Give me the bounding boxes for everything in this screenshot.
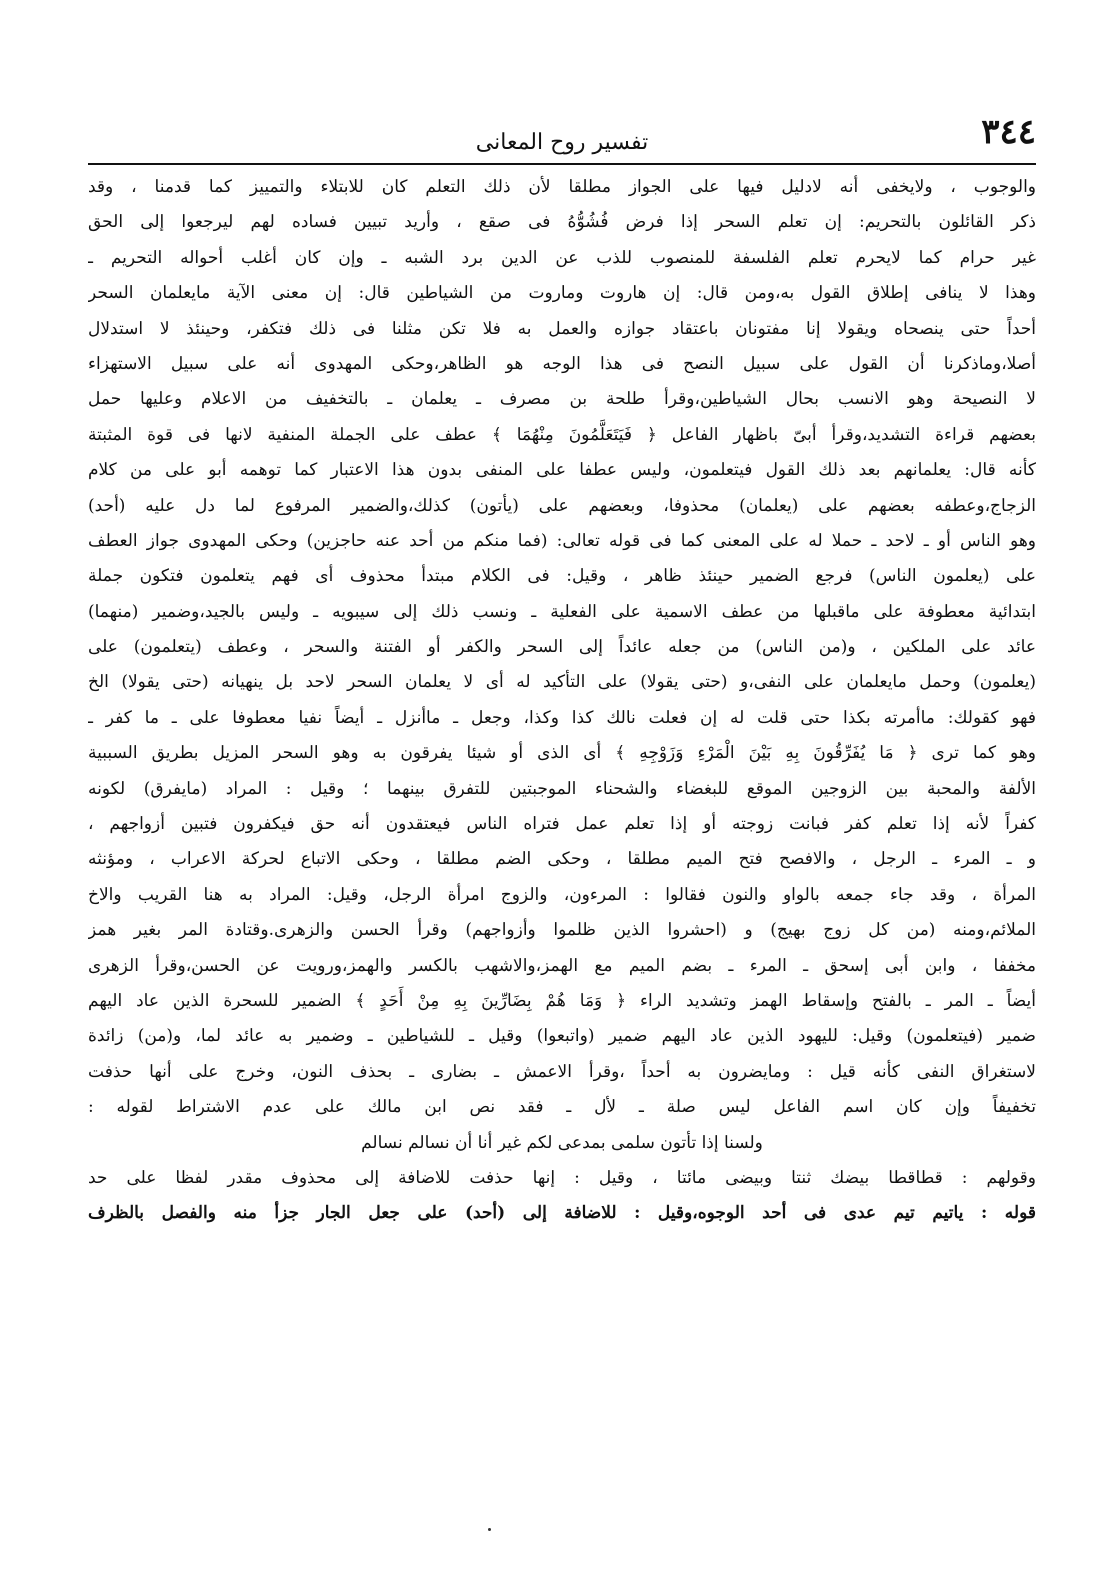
text-line: ذكر القائلون بالتحريم: إن تعلم السحر إذا فرض فُشُوُّهُ فى صقع ، وأريد تبيين فساده لهم ليرجعوا إلى الحق — [88, 212, 1036, 233]
running-title: تفسير روح المعانى — [475, 130, 649, 155]
text-line: ابتدائية معطوفة على ماقبلها من عطف الاسمية على الفعلية ـ ونسب ذلك إلى سيبويه ـ وليس بالجيد،وضمير (منهما) — [88, 601, 1036, 622]
poetry-verse: ولسنا إذا تأتون سلمى بمدعى لكم غير أنا أن نسالم نسالم — [361, 1132, 763, 1153]
text-line: لاستغراق النفى كأنه قيل : ومايضرون به أحداً ،وقرأ الاعمش ـ بضارى ـ بحذف النون، وخرج على أنها حذفت — [88, 1061, 1036, 1082]
document-page — [88, 108, 1036, 1232]
text-line: على (يعلمون الناس) فرجع الضمير حينئذ ظاهر ، وقيل: فى الكلام مبتدأ محذوف أى فهم يتعلمون فتكون جملة — [88, 566, 1036, 587]
text-line: تخفيفاً وإن كان اسم الفاعل ليس صلة ـ لأل ـ فقد نص ابن مالك على عدم الاشتراط لقوله : — [88, 1097, 1036, 1118]
text-line: الزجاج،وعطفه بعضهم على (يعلمان) محذوفا، وبعضهم على (يأتون) كذلك،والضمير المرفوع لما دل عليه (أحد) — [88, 495, 1036, 516]
text-line: غير حرام كما لايحرم تعلم الفلسفة للمنصوب للذب عن الدين برد الشبه ـ وإن كان أغلب أحواله التحريم ـ — [88, 247, 1036, 268]
text-line: والوجوب ، ولايخفى أنه لادليل فيها على الجواز مطلقا لأن ذلك التعلم كان للابتلاء والتمييز كما قدمنا ، وقد — [88, 177, 1036, 197]
text-line: أصلا،وماذكرنا أن القول على سبيل النصح فى هذا الوجه هو الظاهر،وحكى المهدوى أنه على سبيل الاستهزاء — [88, 353, 1036, 374]
text-line: ضمير (فيتعلمون) وقيل: لليهود الذين عاد اليهم ضمير (واتبعوا) وقيل ـ للشياطين ـ وضمير به عائد لما، و(من) زائدة — [88, 1026, 1036, 1047]
text-line: وقولهم : قطاقطا بيضك ثنتا وبيضى مائتا ، وقيل : إنها حذفت للاضافة إلى محذوف مقدر لفظا على حد — [88, 1167, 1036, 1188]
text-line: وهو كما ترى ﴿ مَا يُفَرِّقُونَ بِهِ بَيْنَ الْمَرْءِ وَزَوْجِهِ ﴾ أى الذى أو شيئا يفرقون به وهو السحر المزيل بطريق السببية — [88, 743, 1036, 764]
text-line: المرأة ، وقد جاء جمعه بالواو والنون فقالوا : المرءون، والزوج امرأة الرجل، وقيل: المراد به هنا القريب والاخ — [88, 884, 1036, 905]
page-number: ٣٤٤ — [981, 112, 1036, 152]
text-line: فهو كقولك: ماأمرته بكذا حتى قلت له إن فعلت نالك كذا وكذا، وجعل ـ ماأنزل ـ أيضاً نفيا معطوفا على ـ ما كفر ـ — [88, 707, 1036, 728]
text-line: الملائم،ومنه (من كل زوج بهيج) و (احشروا الذين ظلموا وأزواجهم) وقرأ الحسن والزهرى.وقتادة المر بغير همز — [88, 920, 1036, 941]
text-line: أيضاً ـ المر ـ بالفتح وإسقاط الهمز وتشديد الراء ﴿ وَمَا هُمْ بِضَارِّينَ بِهِ مِنْ أَحَدٍ ﴾ الضمير للسحرة الذين عاد اليهم — [88, 990, 1036, 1011]
text-line: وهو الناس أو ـ لاحد ـ حملا له على المعنى كما فى قوله تعالى: (فما منكم من أحد عنه حاجزين) وحكى المهدوى جواز العطف — [88, 530, 1036, 551]
header-rule — [88, 163, 1036, 165]
text-line: بعضهم قراءة التشديد،وقرأ أبىّ باظهار الفاعل ﴿ فَيَتَعَلَّمُونَ مِنْهُمَا ﴾ عطف على الجملة المنفية لانها فى قوة المثبتة — [88, 424, 1036, 445]
text-line: أحداً حتى ينصحاه ويقولا إنا مفتونان باعتقاد جوازه والعمل به فلا تكن مثلنا فى ذلك فتكفر، وحينئذ لا استدلال — [88, 318, 1036, 339]
text-line: و ـ المرء ـ الرجل ، والافصح فتح الميم مطلقا ، وحكى الضم مطلقا ، وحكى الاتباع لحركة الاعراب ، ومؤنثه — [88, 849, 1036, 870]
text-line: عائد على الملكين ، و(من الناس) من جعله عائداً إلى السحر والكفر أو الفتنة والسحر ، وعطف (يتعلمون) على — [88, 637, 1036, 658]
page-header — [88, 108, 1036, 164]
body-text — [88, 170, 1036, 1232]
text-line: كفراً لأنه إذا تعلم كفر فبانت زوجته أو إذا تعلم عمل فتراه الناس فيعتقدون أنه حق فيكفرون فتبين أزواجهم ، — [88, 814, 1036, 835]
text-line: وهذا لا ينافى إطلاق القول به،ومن قال: إن هاروت وماروت من الشياطين قال: إن معنى الآية مايعلمان السحر — [88, 283, 1036, 304]
page-mark-dot — [488, 1528, 491, 1531]
text-line: كأنه قال: يعلمانهم بعد ذلك القول فيتعلمون، وليس عطفا على المنفى بدون هذا الاعتبار كما توهمه أبو على من كلام — [88, 460, 1036, 481]
text-line: (يعلمون) وحمل مايعلمان على النفى،و (حتى يقولا) على التأكيد له أى لا يعلمان السحر لاحد بل ينهيانه (حتى يقولا) الخ — [88, 672, 1036, 693]
text-line: لا النصيحة وهو الانسب بحال الشياطين،وقرأ طلحة بن مصرف ـ يعلمان ـ بالتخفيف من الاعلام وعليها حمل — [88, 389, 1036, 410]
text-line: الألفة والمحبة بين الزوجين الموقع للبغضاء والشحناء الموجبتين للتفرق بينهما ؛ وقيل : المراد (مايفرق) لكونه — [88, 778, 1036, 799]
text-line: قوله : ياتيم تيم عدى فى أحد الوجوه،وقيل : للاضافة إلى (أحد) على جعل الجار جزأ منه والفصل بالظرف — [88, 1203, 1036, 1224]
text-line: مخففا ، وابن أبى إسحق ـ المرء ـ بضم الميم مع الهمز،والاشهب بالكسر والهمز،ورويت عن الحسن،وقرأ الزهرى — [88, 955, 1036, 976]
